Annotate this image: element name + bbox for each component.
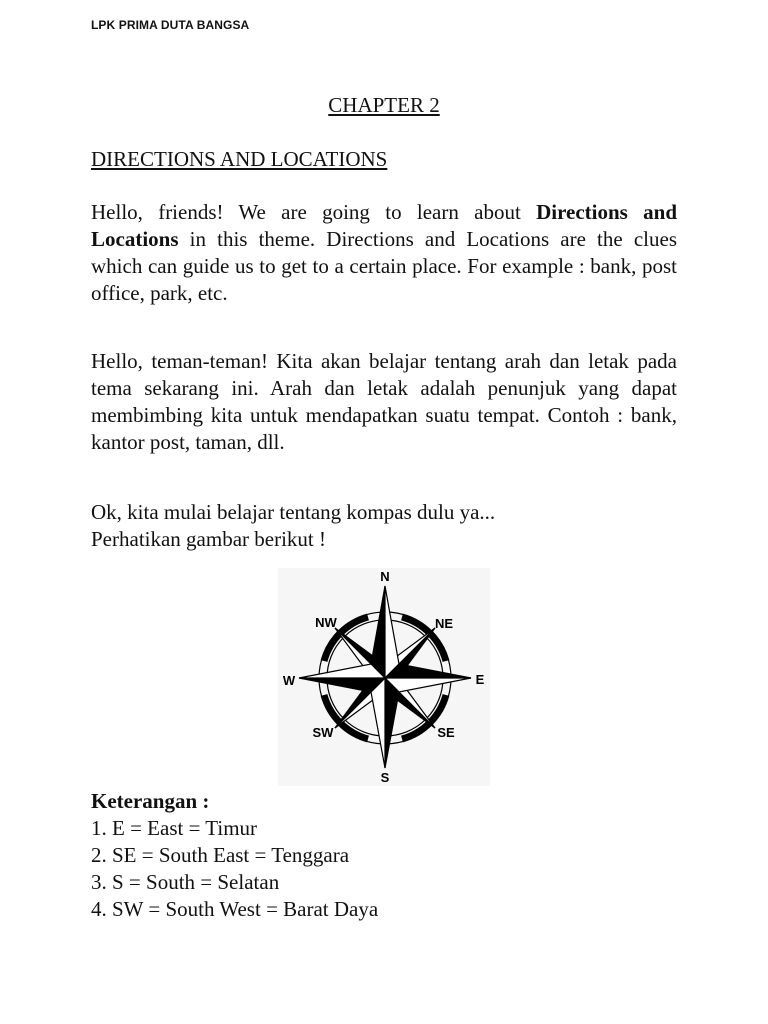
legend-title: Keterangan : — [91, 789, 210, 813]
chapter-heading: CHAPTER 2 — [328, 93, 440, 117]
section-title: DIRECTIONS AND LOCATIONS — [91, 147, 388, 171]
compass-label-ne: NE — [434, 616, 454, 631]
compass-intro-line-2: Perhatikan gambar berikut ! — [91, 527, 326, 551]
compass-label-s: S — [380, 770, 390, 785]
compass-intro-paragraph — [91, 499, 677, 553]
compass-label-nw: NW — [315, 615, 337, 630]
compass-rose-icon — [278, 568, 490, 786]
legend-item: 4. SW = South West = Barat Daya — [91, 897, 379, 921]
legend-item: 1. E = East = Timur — [91, 816, 258, 840]
legend-item: 3. S = South = Selatan — [91, 870, 280, 894]
intro-text-bold: Directions and Locations — [91, 200, 677, 251]
intro-paragraph-english — [91, 199, 677, 307]
compass-label-w: W — [282, 673, 296, 688]
intro-text-end: in this theme. Directions and Locations are the clues which can guide us to get to a certain place. For example : bank, post office, park, etc. — [91, 227, 677, 305]
intro-paragraph-indonesian: Hello, teman-teman! Kita akan belajar tentang arah dan letak pada tema sekarang ini. Arah dan letak adalah penunjuk yang dapat membimbing kita untuk mendapatkan suatu tempat. Contoh : bank, kantor post, taman, dll. — [91, 349, 677, 454]
compass-label-e: E — [475, 672, 485, 687]
legend — [91, 788, 378, 923]
document-header: LPK PRIMA DUTA BANGSA — [91, 18, 250, 32]
legend-item: 2. SE = South East = Tenggara — [91, 843, 350, 867]
compass-rose-figure — [278, 568, 490, 786]
intro-text-start: Hello, friends! We are going to learn about — [91, 200, 537, 224]
compass-intro-line-1: Ok, kita mulai belajar tentang kompas dulu ya... — [91, 500, 496, 524]
compass-label-n: N — [380, 569, 390, 584]
compass-label-se: SE — [437, 725, 455, 740]
compass-label-sw: SW — [312, 725, 334, 740]
